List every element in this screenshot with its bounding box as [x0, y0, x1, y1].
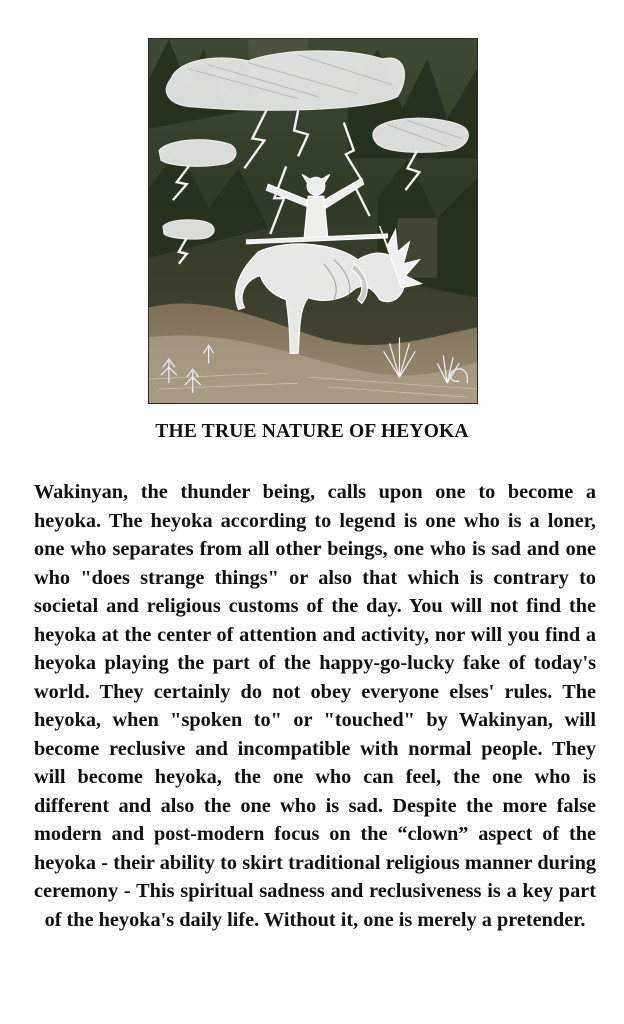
page-title: THE TRUE NATURE OF HEYOKA — [155, 421, 469, 442]
body-paragraph: Wakinyan, the thunder being, calls upon one to become a heyoka. The heyoka according to legend is one who is a loner, one who separates from all other beings, one who is sad and one who "does strange things" or also that which is contrary to societal and religious customs of the day. You will not find the heyoka at the center of attention and activity, nor will you find a heyoka playing the part of the happy-go-lucky fake of today's world. They certainly do not obey everyone elses' rules. The heyoka, when "spoken to" or "touched" by Wakinyan, will become reclusive and incompatible with normal people. They will become heyoka, the one who can feel, the one who is different and also the one who is sad. Despite the more false modern and post-modern focus on the “clown” aspect of the heyoka - their ability to skirt traditional religious manner during ceremony - This spiritual sadness and reclusiveness is a key part of the heyoka's daily life. Without it, one is merely a pretender. — [34, 481, 596, 931]
heyoka-etched-glass-artwork — [148, 38, 478, 404]
